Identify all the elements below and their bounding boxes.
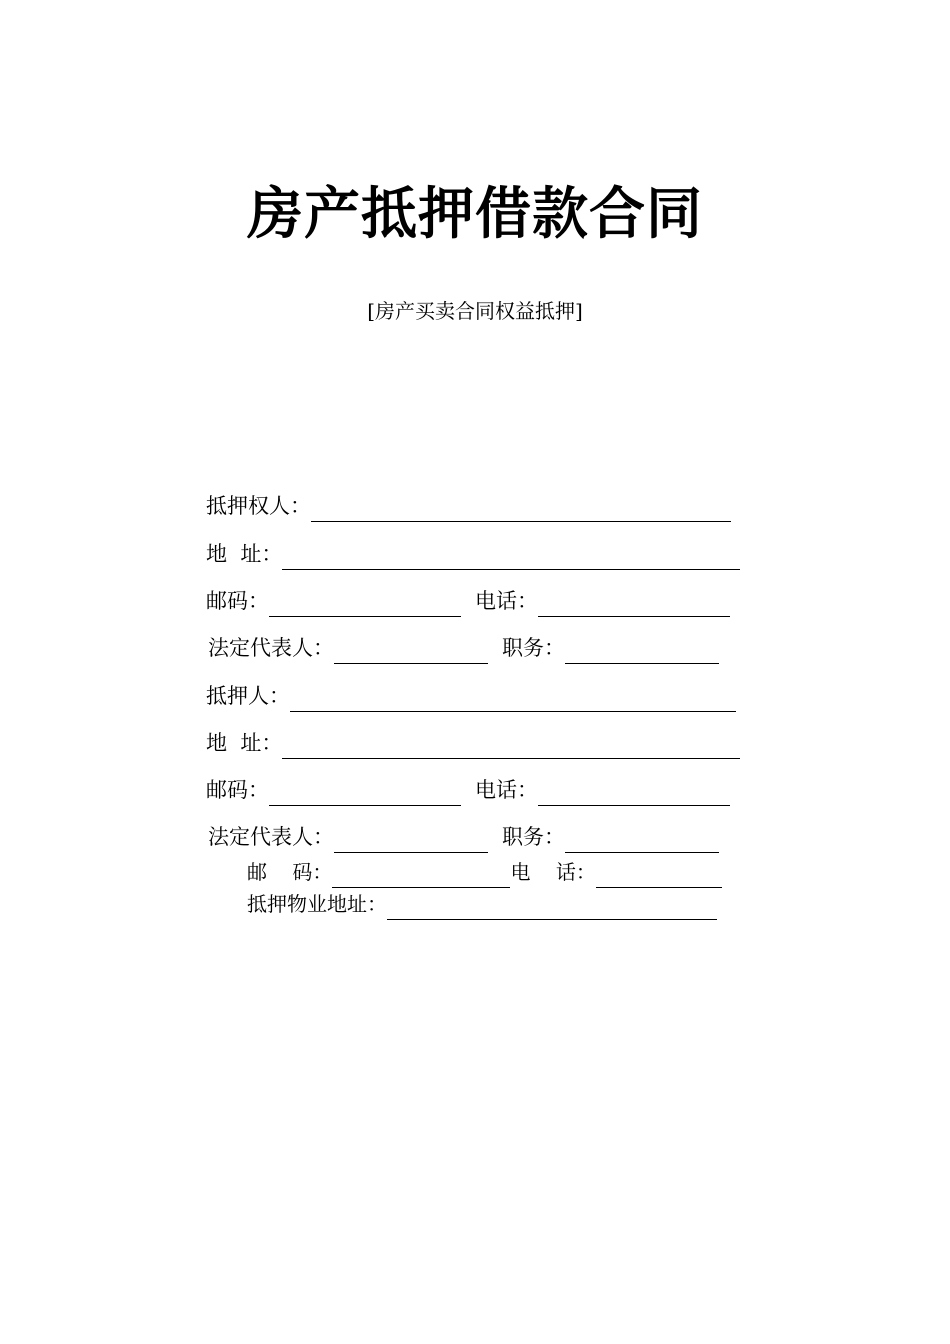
postcode-label-2: 邮码： [206,778,269,802]
address-row-1 [206,538,740,570]
mortgagee-row [206,490,731,522]
property-address-row [247,888,717,920]
position-field-2[interactable] [565,826,719,853]
postcode-phone-row-3 [247,856,722,888]
position-label-1: 职务： [502,636,565,660]
mortgagor-label: 抵押人： [206,684,290,708]
property-address-field[interactable] [387,893,717,920]
mortgagor-row [206,680,736,712]
postcode-label-1: 邮码： [206,589,269,613]
phone-label-1: 电话： [475,589,538,613]
position-label-2: 职务： [502,825,565,849]
postcode-field-3[interactable] [332,861,510,888]
legal-rep-label-1: 法定代表人： [208,636,334,660]
phone-field-1[interactable] [538,590,730,617]
legal-rep-label-2: 法定代表人： [208,825,334,849]
postcode-field-1[interactable] [269,590,461,617]
mortgagee-label: 抵押权人： [206,494,311,518]
address-row-2 [206,727,740,759]
position-field-1[interactable] [565,637,719,664]
address-label-2: 地 址： [206,731,283,755]
address-field-1[interactable] [282,543,740,570]
legal-rep-field-2[interactable] [334,826,488,853]
address-label-1: 地 址： [206,542,283,566]
mortgagee-field[interactable] [311,495,731,522]
property-address-label: 抵押物业地址： [247,892,387,916]
legal-rep-row-1 [208,632,719,664]
document-title: 房产抵押借款合同 [247,182,703,247]
phone-field-3[interactable] [596,861,722,888]
legal-rep-row-2 [208,821,719,853]
phone-field-2[interactable] [538,779,730,806]
postcode-phone-row-1 [206,585,730,617]
legal-rep-field-1[interactable] [334,637,488,664]
phone-label-2: 电话： [475,778,538,802]
phone-label-3: 电 话： [510,860,596,884]
postcode-field-2[interactable] [269,779,461,806]
document-subtitle: [房产买卖合同权益抵押] [367,299,583,323]
postcode-label-3: 邮 码： [247,860,333,884]
postcode-phone-row-2 [206,774,730,806]
address-field-2[interactable] [282,732,740,759]
mortgagor-field[interactable] [290,685,736,712]
